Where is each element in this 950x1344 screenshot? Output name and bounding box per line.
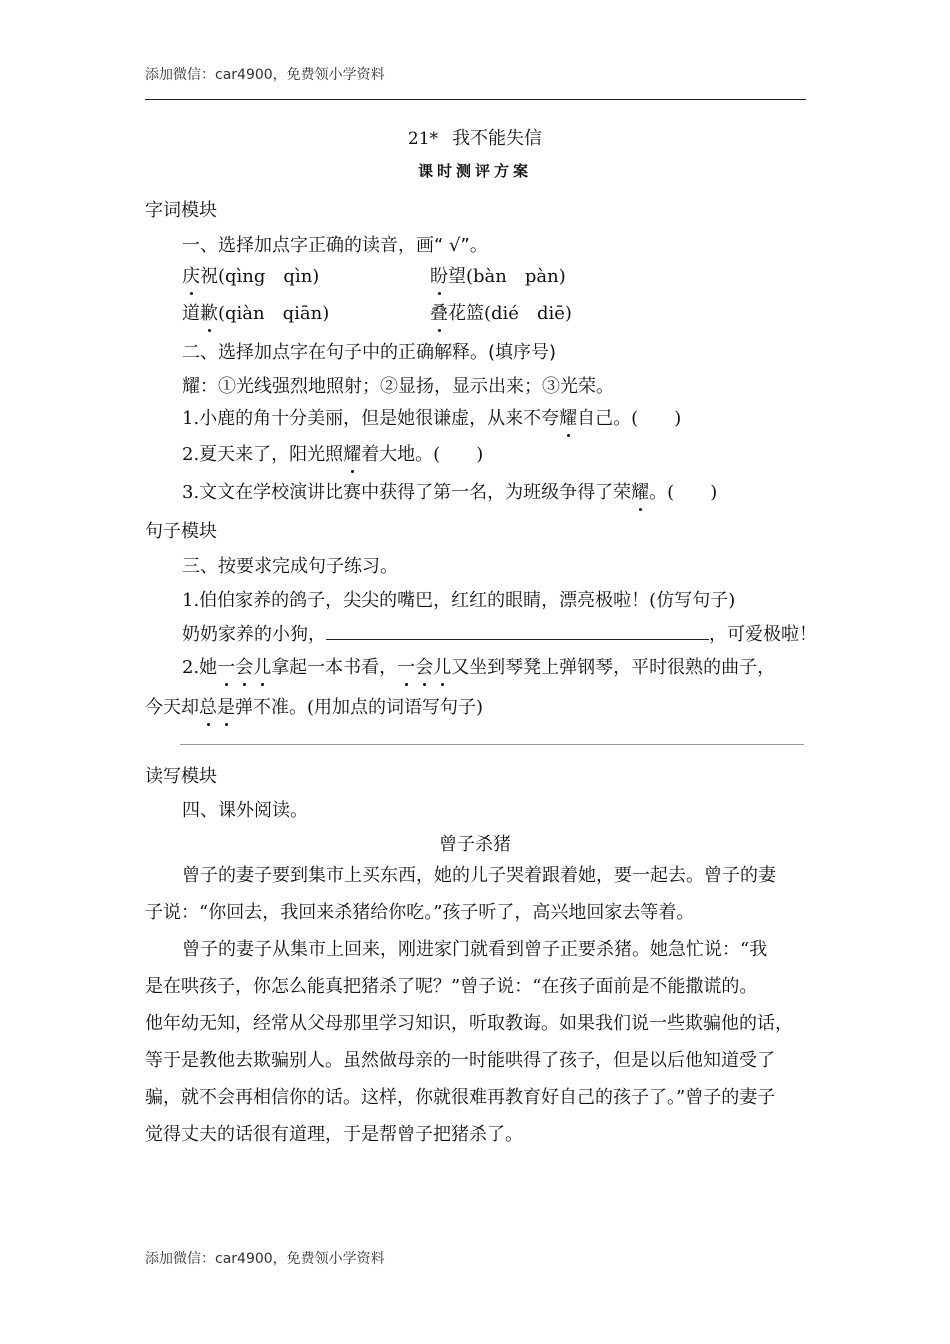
plain-char: 道 [182, 303, 200, 324]
sentence-text: 自己。( ) [577, 408, 682, 429]
module-heading-words: 字词模块 [145, 200, 217, 221]
story-line: 他年幼无知，经常从父母那里学习知识，听取教诲。如果我们说一些欺骗他的话， [145, 1013, 793, 1034]
pinyin-options: 望(bàn pàn) [448, 266, 566, 287]
dotted-char: 耀 [343, 440, 361, 466]
question-2-sentence-1 [182, 404, 681, 430]
question-3-heading: 三、按要求完成句子练习。 [182, 556, 398, 577]
question-4-heading: 四、课外阅读。 [182, 800, 308, 821]
definition-line: 耀：①光线强烈地照射；②显扬，显示出来；③光荣。 [182, 376, 614, 397]
question-2-sentence-3 [182, 478, 717, 504]
dotted-char: 歉 [200, 299, 218, 325]
sentence-text: 今天却 [145, 697, 199, 718]
dotted-char: 总 [199, 693, 217, 719]
sentence-text: 着大地。( ) [361, 444, 484, 465]
pinyin-options: (qiàn qiān) [218, 303, 330, 324]
dotted-char: 耀 [631, 478, 649, 504]
pinyin-item-1 [182, 262, 319, 288]
lesson-number: 21* [407, 129, 439, 149]
story-line: 觉得丈夫的话很有道理，于是帮曾子把猪杀了。 [145, 1124, 523, 1145]
lesson-title [0, 124, 950, 150]
dotted-char: 是 [217, 693, 235, 719]
pinyin-options: 祝(qìng qìn) [200, 266, 320, 287]
story-line: 子说：“你回去，我回来杀猪给你吃。”孩子听了，高兴地回家去等着。 [145, 902, 695, 923]
dotted-char: 会 [235, 653, 253, 679]
pinyin-item-4 [430, 299, 572, 325]
dotted-char: 一 [397, 653, 415, 679]
story-line: 骗，就不会再相信你的话。这样，你就很难再教育好自己的孩子了。”曾子的妻子 [145, 1087, 776, 1108]
header-rule [145, 99, 806, 100]
dotted-char: 一 [217, 653, 235, 679]
dotted-char: 会 [415, 653, 433, 679]
sentence-text: 3.文文在学校演讲比赛中获得了第一名，为班级争得了荣 [182, 482, 632, 503]
question-3-fill-line [182, 620, 817, 646]
sentence-text: ，可爱极啦！ [709, 624, 817, 645]
question-3-sentence-2 [182, 653, 775, 679]
answer-line[interactable] [180, 744, 804, 745]
sentence-text: 2.夏天来了，阳光照 [182, 444, 344, 465]
dotted-char: 盼 [430, 262, 448, 288]
page-footer: 添加微信：car4900，免费领小学资料 [145, 1251, 385, 1267]
dotted-char: 耀 [559, 404, 577, 430]
story-line: 是在哄孩子，你怎么能真把猪杀了呢？”曾子说：“在孩子面前是不能撒谎的。 [145, 976, 758, 997]
dotted-char: 叠 [430, 299, 448, 325]
module-heading-reading: 读写模块 [145, 766, 217, 787]
page-header: 添加微信：car4900，免费领小学资料 [145, 67, 385, 83]
pinyin-options: 花篮(dié diē) [448, 303, 572, 324]
question-3-sentence-2-cont [145, 693, 483, 719]
pinyin-item-3 [182, 299, 329, 325]
question-1-heading: 一、选择加点字正确的读音，画“ √”。 [182, 235, 488, 256]
pinyin-item-2 [430, 262, 566, 288]
dotted-char: 儿 [433, 653, 451, 679]
sentence-text: 拿起一本书看， [271, 657, 398, 678]
question-2-heading: 二、选择加点字在句子中的正确解释。(填序号) [182, 342, 557, 363]
story-line: 曾子的妻子要到集市上买东西，她的儿子哭着跟着她，要一起去。曾子的妻 [182, 865, 776, 886]
story-line: 曾子的妻子从集市上回来，刚进家门就看到曾子正要杀猪。她急忙说：“我 [182, 939, 768, 960]
sentence-text: 1.小鹿的角十分美丽，但是她很谦虚，从来不夸 [182, 408, 560, 429]
question-3-sentence-1: 1.伯伯家养的鸽子，尖尖的嘴巴，红红的眼睛，漂亮极啦！(仿写句子) [182, 590, 736, 611]
story-title: 曾子杀猪 [439, 834, 511, 855]
sentence-text: 。( ) [649, 482, 718, 503]
story-line: 等于是教他去欺骗别人。虽然做母亲的一时能哄得了孩子，但是以后他知道受了 [145, 1050, 775, 1071]
sentence-text: 奶奶家养的小狗， [182, 624, 326, 645]
module-heading-sentences: 句子模块 [145, 521, 217, 542]
question-2-sentence-2 [182, 440, 483, 466]
sentence-text: 又坐到琴凳上弹钢琴，平时很熟的曲子， [451, 657, 776, 678]
dotted-char: 儿 [253, 653, 271, 679]
lesson-title-text: 我不能失信 [452, 128, 543, 149]
dotted-char: 庆 [182, 262, 200, 288]
lesson-subtitle: 课时测评方案 [417, 162, 532, 180]
sentence-text: 2.她 [182, 657, 218, 678]
answer-blank[interactable] [326, 621, 709, 640]
sentence-text: 弹不准。(用加点的词语写句子) [235, 697, 484, 718]
